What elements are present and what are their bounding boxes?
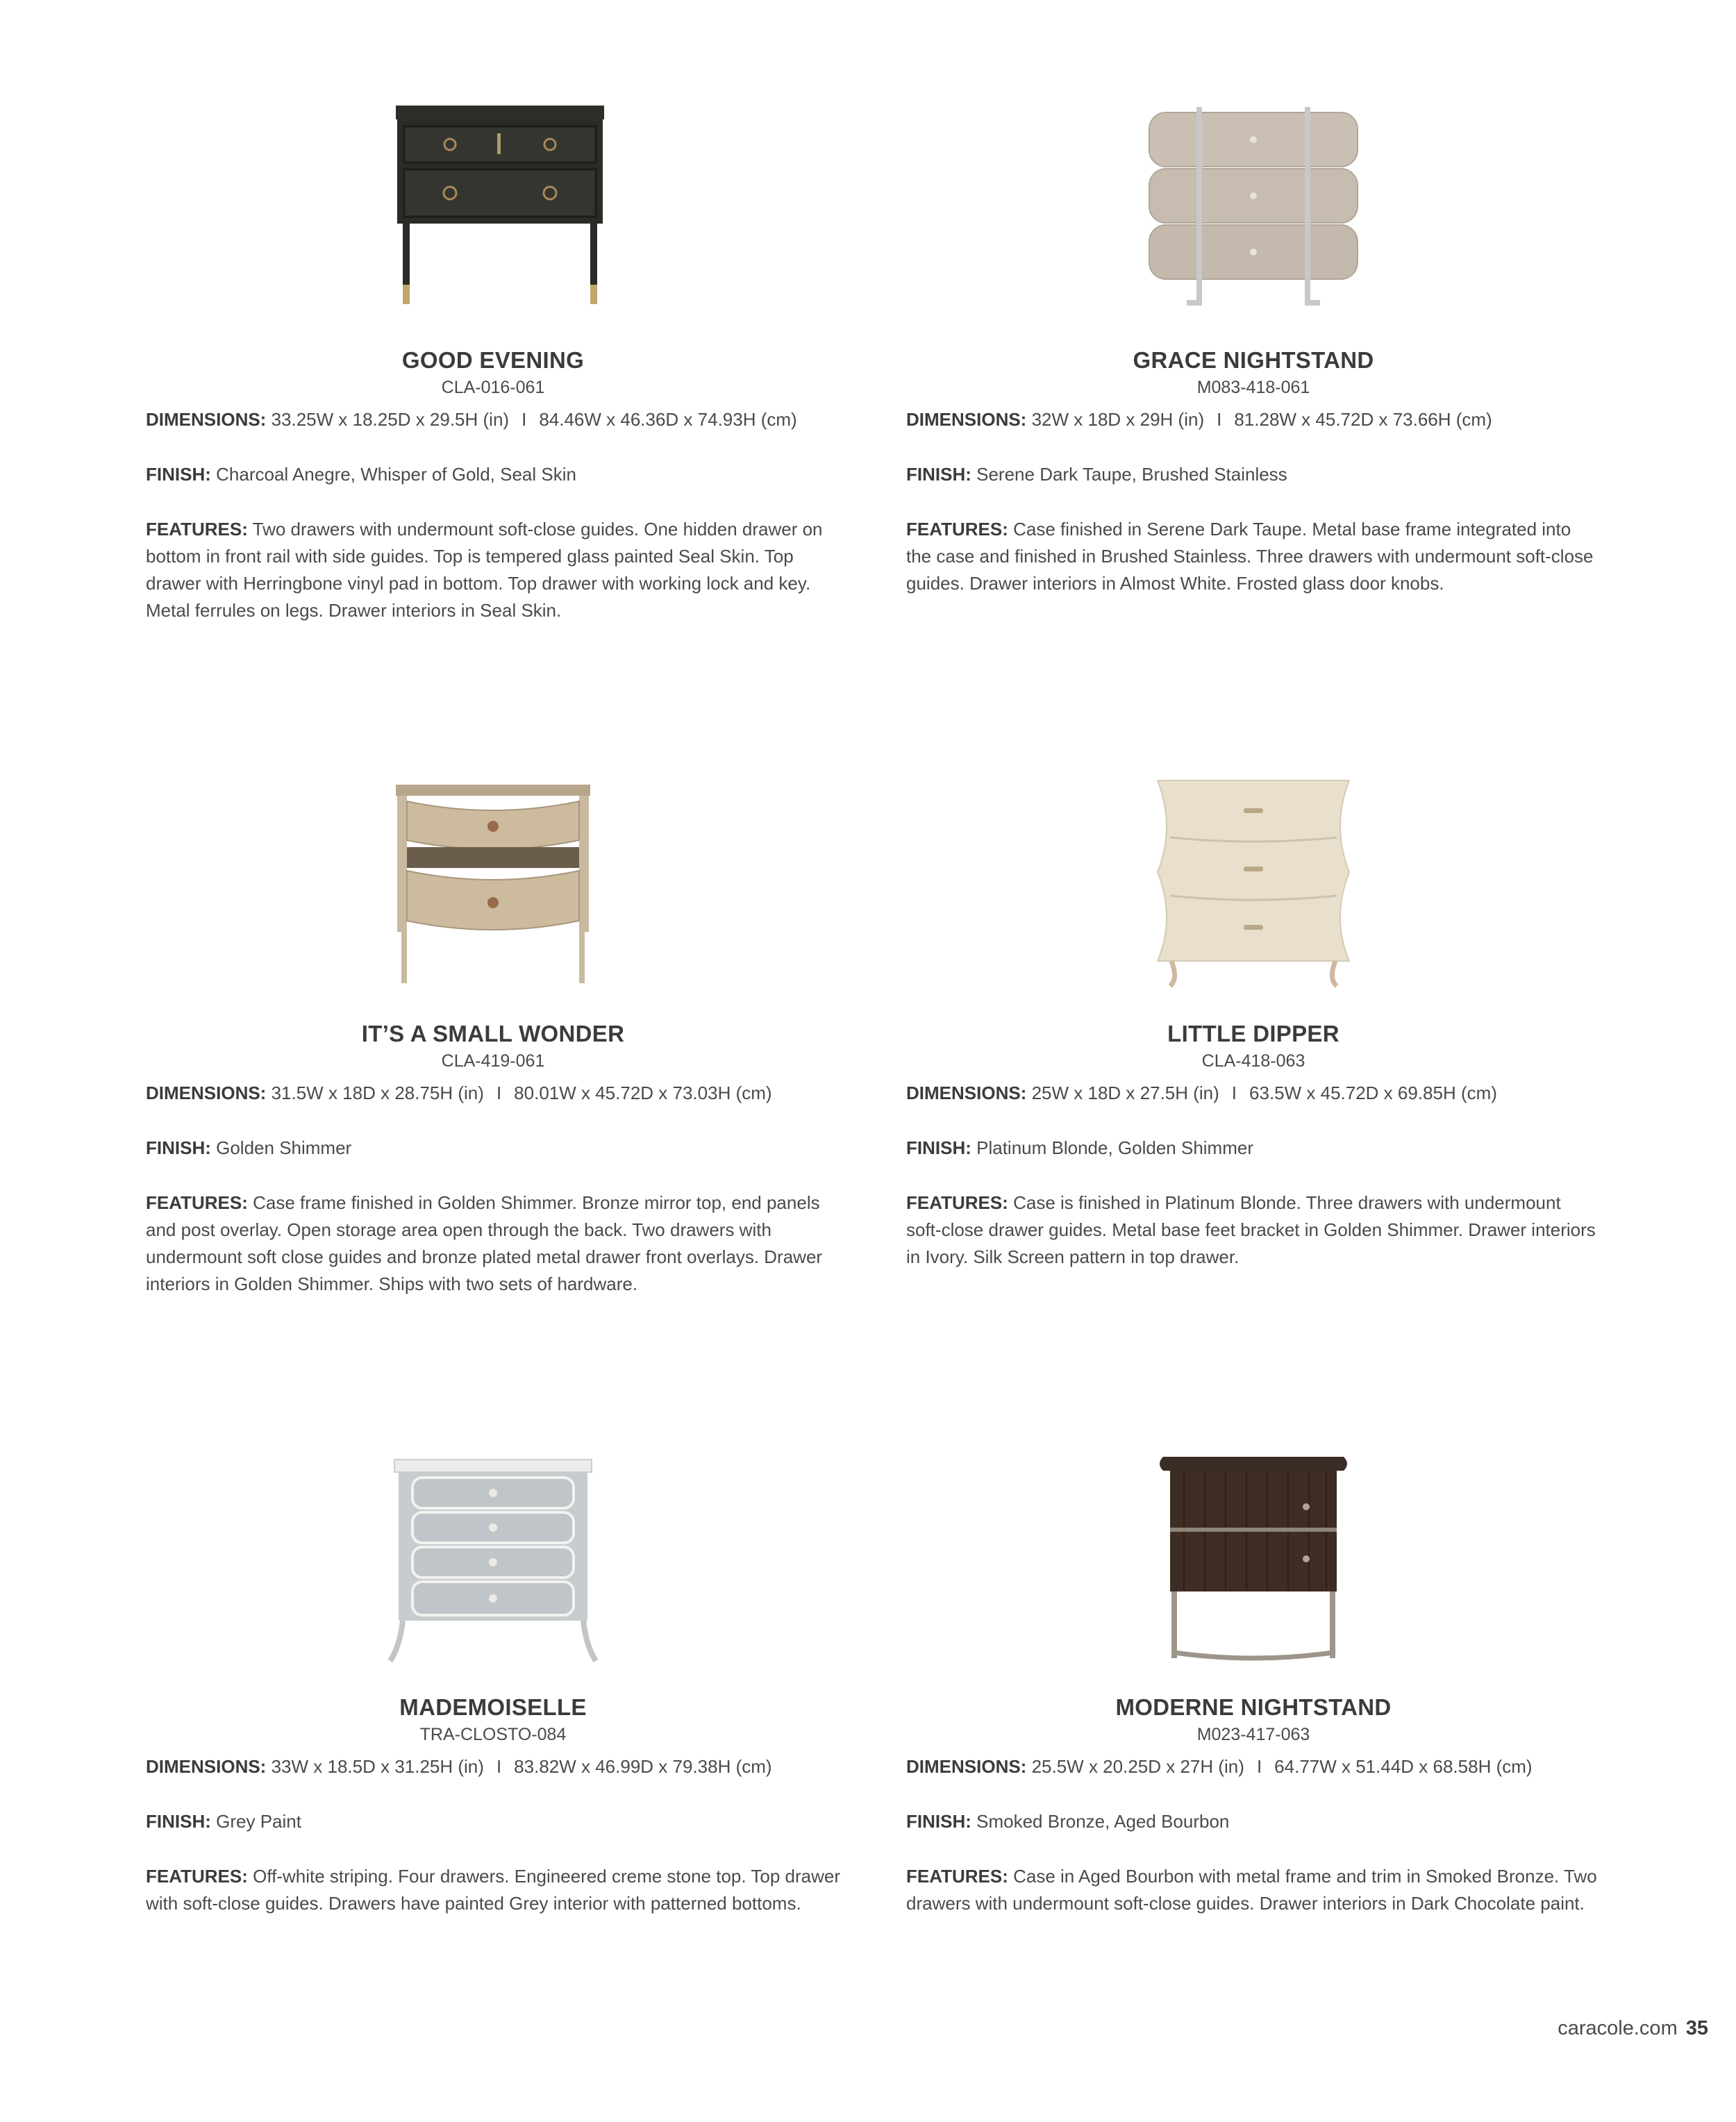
dimensions-inches: 31.5W x 18D x 28.75H (in) bbox=[271, 1083, 484, 1103]
dimensions-separator: I bbox=[496, 1756, 502, 1777]
product-dimensions bbox=[146, 1753, 840, 1780]
finish-label: FINISH: bbox=[906, 464, 971, 485]
features-label: FEATURES: bbox=[906, 1866, 1008, 1887]
product-sku: CLA-418-063 bbox=[1201, 1051, 1305, 1071]
finish-value: Grey Paint bbox=[216, 1811, 301, 1832]
dimensions-label: DIMENSIONS: bbox=[906, 409, 1027, 430]
footer-site-link[interactable]: caracole.com bbox=[1558, 2017, 1678, 2039]
finish-value: Serene Dark Taupe, Brushed Stainless bbox=[976, 464, 1287, 485]
features-value: Two drawers with undermount soft-close guides. One hidden drawer on bottom in front rail with side guides. Top is tempered glass painted Seal Skin. Top drawer with Herringbone vinyl pad in bottom. Top drawer with working lock and key. Metal ferrules on legs. Drawer interiors in Seal Skin. bbox=[146, 519, 823, 621]
product-title: LITTLE DIPPER bbox=[1167, 1021, 1339, 1046]
finish-label: FINISH: bbox=[906, 1137, 971, 1158]
dimensions-centimeters: 64.77W x 51.44D x 68.58H (cm) bbox=[1274, 1756, 1533, 1777]
product-title: GRACE NIGHTSTAND bbox=[1133, 347, 1374, 373]
nightstand-dark-two-drawer-image bbox=[354, 97, 632, 326]
product-finish bbox=[906, 461, 1601, 488]
dimensions-separator: I bbox=[1217, 409, 1222, 430]
page-footer bbox=[1558, 2017, 1708, 2040]
nightstand-bourbon-demilune-image bbox=[1115, 1444, 1392, 1673]
dimensions-centimeters: 84.46W x 46.36D x 74.93H (cm) bbox=[539, 409, 797, 430]
product-dimensions bbox=[906, 1753, 1601, 1780]
features-value: Case frame finished in Golden Shimmer. Bronze mirror top, end panels and post overlay. Open storage area open through the back. Two drawers with undermount soft close guides and bronze plated metal drawer front overlays. Drawer interiors in Golden Shimmer. Ships with two sets of hardware. bbox=[146, 1192, 823, 1294]
features-value: Case in Aged Bourbon with metal frame and trim in Smoked Bronze. Two drawers with undermount soft-close guides. Drawer interiors in Dark Chocolate paint. bbox=[906, 1866, 1597, 1914]
product-sku: CLA-419-061 bbox=[441, 1051, 545, 1071]
features-label: FEATURES: bbox=[906, 1192, 1008, 1213]
finish-value: Golden Shimmer bbox=[216, 1137, 352, 1158]
features-value: Off-white striping. Four drawers. Engineered creme stone top. Top drawer with soft-close guides. Drawers have painted Grey interior with patterned bottoms. bbox=[146, 1866, 840, 1914]
nightstand-golden-open-shelf-image bbox=[354, 771, 632, 1000]
dimensions-inches: 25W x 18D x 27.5H (in) bbox=[1031, 1083, 1219, 1103]
nightstand-grey-four-drawer-image bbox=[354, 1444, 632, 1673]
features-label: FEATURES: bbox=[146, 1192, 248, 1213]
product-finish bbox=[146, 1808, 840, 1835]
dimensions-centimeters: 63.5W x 45.72D x 69.85H (cm) bbox=[1249, 1083, 1497, 1103]
dimensions-label: DIMENSIONS: bbox=[146, 409, 267, 430]
product-sku: CLA-016-061 bbox=[441, 378, 545, 397]
product-features bbox=[146, 516, 840, 624]
product-features bbox=[906, 516, 1601, 597]
product-finish bbox=[906, 1808, 1601, 1835]
product-image bbox=[906, 1444, 1601, 1673]
product-title: IT’S A SMALL WONDER bbox=[361, 1021, 625, 1046]
product-image bbox=[146, 97, 840, 326]
product-finish bbox=[146, 461, 840, 488]
nightstand-blonde-three-drawer-image bbox=[1115, 771, 1392, 1000]
product-title: GOOD EVENING bbox=[401, 347, 585, 373]
product-sku: M083-418-061 bbox=[1196, 378, 1310, 397]
dimensions-separator: I bbox=[496, 1083, 502, 1103]
dimensions-inches: 25.5W x 20.25D x 27H (in) bbox=[1031, 1756, 1244, 1777]
dimensions-label: DIMENSIONS: bbox=[146, 1083, 267, 1103]
dimensions-centimeters: 81.28W x 45.72D x 73.66H (cm) bbox=[1234, 409, 1492, 430]
product-sku: TRA-CLOSTO-084 bbox=[419, 1725, 567, 1744]
page-number: 35 bbox=[1685, 2017, 1708, 2039]
product-dimensions bbox=[146, 1080, 840, 1107]
dimensions-separator: I bbox=[1256, 1756, 1262, 1777]
product-dimensions bbox=[906, 406, 1601, 433]
dimensions-inches: 32W x 18D x 29H (in) bbox=[1031, 409, 1205, 430]
dimensions-separator: I bbox=[1231, 1083, 1237, 1103]
dimensions-label: DIMENSIONS: bbox=[906, 1083, 1027, 1103]
product-image bbox=[146, 1444, 840, 1673]
product-dimensions bbox=[146, 406, 840, 433]
product-title: MADEMOISELLE bbox=[399, 1694, 587, 1720]
nightstand-taupe-three-drawer-image bbox=[1115, 97, 1392, 326]
dimensions-separator: I bbox=[521, 409, 527, 430]
dimensions-label: DIMENSIONS: bbox=[906, 1756, 1027, 1777]
features-label: FEATURES: bbox=[146, 519, 248, 540]
finish-value: Platinum Blonde, Golden Shimmer bbox=[976, 1137, 1253, 1158]
finish-label: FINISH: bbox=[146, 1137, 211, 1158]
product-finish bbox=[906, 1135, 1601, 1162]
product-dimensions bbox=[906, 1080, 1601, 1107]
features-value: Case finished in Serene Dark Taupe. Metal base frame integrated into the case and finished in Brushed Stainless. Three drawers with undermount soft-close guides. Drawer interiors in Almost White. Frosted glass door knobs. bbox=[906, 519, 1594, 594]
dimensions-centimeters: 83.82W x 46.99D x 79.38H (cm) bbox=[514, 1756, 772, 1777]
finish-label: FINISH: bbox=[146, 1811, 211, 1832]
finish-value: Smoked Bronze, Aged Bourbon bbox=[976, 1811, 1230, 1832]
dimensions-label: DIMENSIONS: bbox=[146, 1756, 267, 1777]
finish-label: FINISH: bbox=[146, 464, 211, 485]
finish-label: FINISH: bbox=[906, 1811, 971, 1832]
dimensions-inches: 33W x 18.5D x 31.25H (in) bbox=[271, 1756, 484, 1777]
product-features bbox=[906, 1863, 1601, 1917]
product-finish bbox=[146, 1135, 840, 1162]
features-label: FEATURES: bbox=[906, 519, 1008, 540]
features-value: Case is finished in Platinum Blonde. Three drawers with undermount soft-close drawer guides. Metal base feet bracket in Golden Shimmer. Drawer interiors in Ivory. Silk Screen pattern in top drawer. bbox=[906, 1192, 1596, 1267]
dimensions-centimeters: 80.01W x 45.72D x 73.03H (cm) bbox=[514, 1083, 772, 1103]
product-image bbox=[146, 771, 840, 1000]
product-sku: M023-417-063 bbox=[1196, 1725, 1310, 1744]
product-image bbox=[906, 771, 1601, 1000]
finish-value: Charcoal Anegre, Whisper of Gold, Seal Skin bbox=[216, 464, 576, 485]
product-title: MODERNE NIGHTSTAND bbox=[1115, 1694, 1392, 1720]
product-features bbox=[146, 1189, 840, 1298]
dimensions-inches: 33.25W x 18.25D x 29.5H (in) bbox=[271, 409, 510, 430]
product-features bbox=[906, 1189, 1601, 1271]
features-label: FEATURES: bbox=[146, 1866, 248, 1887]
product-image bbox=[906, 97, 1601, 326]
product-features bbox=[146, 1863, 840, 1917]
